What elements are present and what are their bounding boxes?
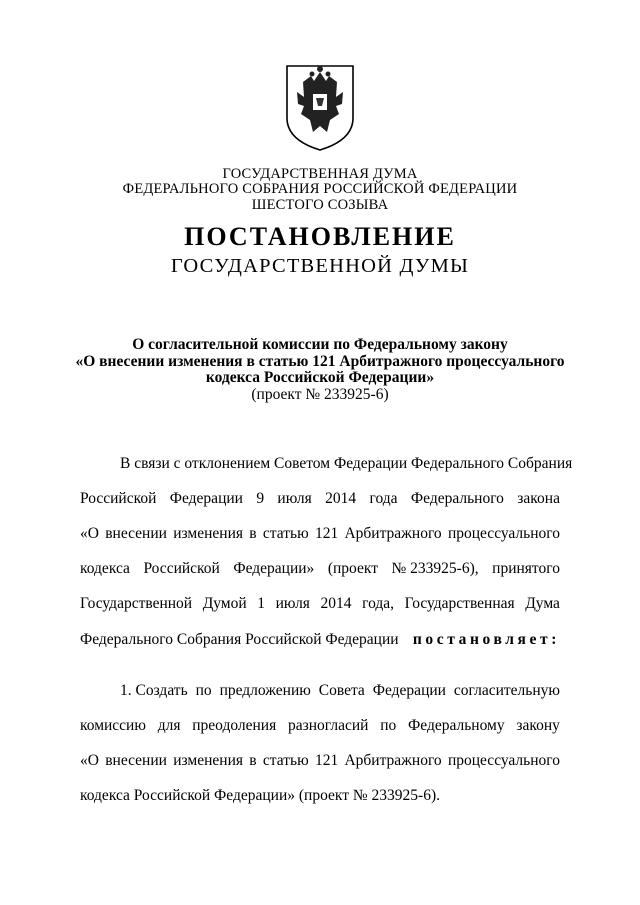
header-duma: ГОСУДАРСТВЕННАЯ ДУМА — [222, 166, 418, 182]
paragraph1-line6-text: Федерального Собрания Российской Федерации — [80, 631, 399, 648]
resolves-verb: постановляет: — [412, 631, 560, 648]
paragraph2-line4: кодекса Российской Федерации» (проект № 233925-6). — [80, 787, 440, 804]
paragraph1-line2: Российской Федерации 9 июля 2014 года Федерального закона — [80, 490, 560, 507]
header-convocation: ШЕСТОГО СОЗЫВА — [251, 197, 389, 213]
paragraph2-line2: комиссию для преодоления разногласий по Федеральному закону — [80, 717, 560, 734]
paragraph2-line1: 1. Создать по предложению Совета Федерации согласительную — [120, 682, 560, 699]
paragraph1-line6 — [80, 632, 560, 648]
paragraph1-line5: Государственной Думой 1 июля 2014 года, Государственная Дума — [80, 595, 560, 612]
paragraph1-line4: кодекса Российской Федерации» (проект № 233925-6), принятого — [80, 560, 560, 577]
document-title: ПОСТАНОВЛЕНИЕ — [184, 222, 456, 251]
subject-project-number: (проект № 233925-6) — [251, 386, 389, 403]
document-subtitle: ГОСУДАРСТВЕННОЙ ДУМЫ — [170, 255, 470, 277]
coat-of-arms-emblem — [283, 62, 357, 152]
paragraph2-line3: «О внесении изменения в статью 121 Арбитражного процессуального — [80, 752, 560, 769]
subject-line-2: «О внесении изменения в статью 121 Арбитражного процессуального — [75, 353, 565, 370]
paragraph1-line3: «О внесении изменения в статью 121 Арбитражного процессуального — [80, 525, 560, 542]
subject-line-3: кодекса Российской Федерации» — [205, 369, 435, 386]
paragraph1-line1: В связи с отклонением Советом Федерации Федерального Собрания — [120, 455, 573, 472]
subject-line-1: О согласительной комиссии по Федеральному закону — [132, 336, 508, 353]
header-assembly: ФЕДЕРАЛЬНОГО СОБРАНИЯ РОССИЙСКОЙ ФЕДЕРАЦИИ — [122, 181, 518, 197]
